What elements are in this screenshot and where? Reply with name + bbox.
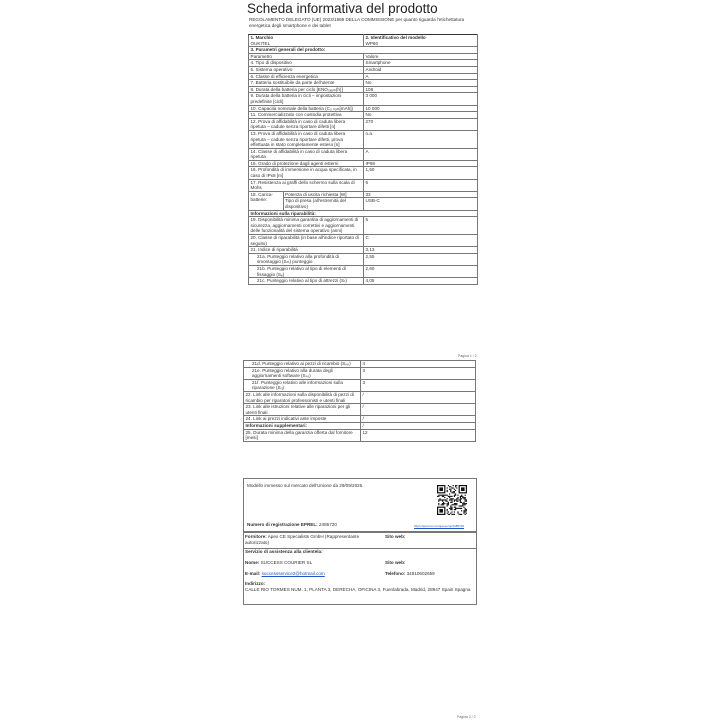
table-row (244, 422, 476, 429)
section-row (249, 47, 478, 54)
name-label: Nome: (245, 560, 260, 565)
param-cell: 23. Link alle istruzioni relative alle riparazioni per gli utenti finali (244, 404, 361, 416)
value-cell: Smartphone (364, 60, 478, 67)
table-row (249, 86, 478, 93)
regulation-text: REGOLAMENTO DELEGATO (UE) 2023/1669 DELLA COMMISSIONE per quanto riguarda l'etichettatura energetica degli smartphone e dei tablet (249, 17, 465, 28)
value-cell: 4,05 (364, 278, 478, 285)
charger-row (249, 191, 478, 210)
table-row (249, 235, 478, 247)
name-value: SUCCESS COURIER SL (260, 560, 313, 565)
document-title: Scheda informativa del prodotto (247, 1, 438, 16)
value-cell: 3 (361, 379, 476, 391)
value-header: Valore (364, 53, 478, 60)
value-cell: 10 000 (364, 105, 478, 112)
table-row (244, 429, 476, 441)
value-cell: / (361, 422, 476, 429)
param-cell: 21b. Punteggio relativo al tipo di elementi di fissaggio (Sₑ) (249, 265, 364, 277)
value-cell: 2,60 (364, 265, 478, 277)
supplier-box (243, 532, 477, 605)
charger-plug-value: USB-C (365, 198, 380, 204)
value-cell: 3,13 (364, 247, 478, 254)
table-row (249, 167, 478, 179)
supplier-value: Apex CE Specialists GmbH (Rappresentante autorizzato) (245, 534, 360, 545)
param-cell: 4. Tipo di dispositivo (249, 60, 364, 67)
value-cell: 3 000 (364, 93, 478, 105)
table-row (249, 247, 478, 254)
param-cell: Informazioni supplementari: (244, 422, 361, 429)
model-value: WP60 (365, 40, 379, 46)
value-cell: No (364, 112, 478, 119)
param-cell: 14. Classe di affidabilità in caso di caduta libera ripetuta (249, 148, 364, 160)
param-cell: 8. Durata della batteria per ciclo [ENO₀ₓₑₘ(h)] (249, 86, 364, 93)
value-cell: 270 (364, 118, 478, 130)
value-cell: A (364, 148, 478, 160)
table-row (244, 361, 476, 368)
value-cell: 3 (361, 367, 476, 379)
table-row (244, 404, 476, 416)
table-row (249, 66, 478, 73)
value-cell: A (364, 73, 478, 80)
param-cell: 13. Prova di affidabilità in caso di caduta libera ripetuta – cadute senza riportare difetti, prova effettuata in stato completamente esteso [n] (249, 130, 364, 148)
value-cell: C (364, 235, 478, 247)
charger-power-value: 33 (364, 192, 477, 199)
param-cell: 19. Disponibilità minima garantita di aggiornamenti di sicurezza, aggiornamenti correttivi e aggiornamenti delle funzionalità del sistema operativo (anni) (249, 217, 364, 235)
table-row (249, 160, 478, 167)
param-cell: 11. Commercializzato con custodia protettiva (249, 112, 364, 119)
param-cell: 15. Grado di protezione dagli agenti esterni (249, 160, 364, 167)
website-label: Sito web: (385, 534, 406, 539)
table-row (249, 105, 478, 112)
table-row (249, 130, 478, 148)
param-cell: 16. Profondità di immersione in acqua specificata, in caso di IPx8 [m] (249, 167, 364, 179)
param-cell: 5. Sistema operativo (249, 66, 364, 73)
repair-header: Informazioni sulla riparabilità: (249, 210, 478, 217)
param-cell: 21f. Punteggio relativo alle informazioni sulla riparazione (Sᵣᵢ) (244, 379, 361, 391)
param-cell: 12. Prova di affidabilità in caso di caduta libera ripetuta – cadute senza riportare difetti [n] (249, 118, 364, 130)
table-row (244, 416, 476, 423)
param-cell: 9. Durata della batteria in cicli – impostazioni predefinite [cicli] (249, 93, 364, 105)
table-row (244, 379, 476, 391)
value-cell: / (361, 391, 476, 403)
param-cell: 20. Classe di riparabilità (in base all'indice riportato di seguito) (249, 235, 364, 247)
table-row (249, 80, 478, 87)
param-cell: 21e. Punteggio relativo alla durata degli aggiornamenti software (Sₛₒ) (244, 367, 361, 379)
param-header: Parametro (249, 53, 364, 60)
table-row (249, 278, 478, 285)
service-label: Servizio di assistenza alla clientela: (245, 549, 323, 554)
table-row (249, 112, 478, 119)
table-row (249, 60, 478, 67)
brand-label: 1. Marchio (250, 35, 274, 40)
table-row (249, 179, 478, 191)
value-cell: n.a. (364, 130, 478, 148)
eprel-value: 2485720 (319, 522, 337, 527)
email-label: E-mail: (245, 571, 261, 576)
repair-table-continued (243, 360, 476, 442)
value-cell: 5 (364, 217, 478, 235)
qr-code-icon (437, 485, 467, 515)
table-row (244, 391, 476, 403)
param-cell: 21. Indice di riparabilità (249, 247, 364, 254)
page-2-footer: Pagina 2 / 2 (457, 715, 476, 719)
table-row (249, 217, 478, 235)
value-cell: Android (364, 66, 478, 73)
table-row (249, 265, 478, 277)
table-row (249, 253, 478, 265)
param-cell: 17. Resistenza ai graffi dello schermo sulla scala di Mohs (249, 179, 364, 191)
value-cell: 6 (364, 179, 478, 191)
value-cell: IP68 (364, 160, 478, 167)
charger-inner (249, 192, 363, 210)
website2-label: Sito web: (385, 560, 406, 565)
address-label: Indirizzo: (245, 581, 266, 586)
product-table (248, 34, 478, 285)
phone-value: 34910602659 (406, 571, 435, 576)
email-link[interactable]: successservice2@hotmail.com (261, 571, 325, 576)
page-1-footer: Pagina 1 / 2 (458, 354, 477, 358)
charger-label: 18. Carica-batterie: (249, 192, 283, 210)
model-label: 2. Identificativo del modello (365, 35, 426, 40)
repair-header-row (249, 210, 478, 217)
value-cell: 12 (361, 429, 476, 441)
table-row (244, 367, 476, 379)
param-cell: 21a. Punteggio relativo alla profondità di smontaggio (Sₘ) punteggio (249, 253, 364, 265)
param-cell: 21d. Punteggio relativo ai pezzi di ricambio (Sₚₚ) (244, 361, 361, 368)
phone-label: Telefono: (385, 571, 406, 576)
value-cell: / (361, 416, 476, 423)
value-cell: 108 (364, 86, 478, 93)
param-cell: 21c. Punteggio relativo al tipo di attrezzi (Sₜ) (249, 278, 364, 285)
param-cell: 6. Classe di efficienza energetica (249, 73, 364, 80)
table-row (249, 148, 478, 160)
table-row (249, 118, 478, 130)
brand-value: OUKITEL (250, 40, 271, 46)
supplier-label: Fornitore: (245, 534, 267, 539)
brand-model-row (249, 35, 478, 47)
value-cell: 4 (361, 361, 476, 368)
value-cell: / (361, 404, 476, 416)
charger-plug-label: Tipo di presa (all'estremità del dispositivo) (285, 198, 346, 210)
value-cell: 2,55 (364, 253, 478, 265)
param-cell: 25. Durata minima della garanzia offerta dal fornitore [mesi] (244, 429, 361, 441)
eprel-link[interactable]: https://eprel.ec.europa.eu/qr/2485720 (414, 524, 465, 528)
column-header-row (249, 53, 478, 60)
address-value: CALLE RIO TORMES NUM. 1, PLANTA 3, DERECHA, OFICINA 3, Fuenlabrada, Madrid, 28947 Spain Spagna (245, 587, 471, 592)
section-3-header: 3. Parametri generali del prodotto: (249, 47, 478, 54)
eprel-label: Numero di registrazione EPREL: (247, 522, 318, 527)
param-cell: 10. Capacità nominale della batteria (C₀ ₙₒₘ[mAh]) (249, 105, 364, 112)
charger-power-label: Potenza di uscita richiesta [W] (283, 192, 363, 198)
table-row (249, 93, 478, 105)
value-cell: No (364, 80, 478, 87)
param-cell: 24. Link ai prezzi indicativi ante imposte (244, 416, 361, 423)
market-text: Modello immesso sul mercato dell'Unione da 29/09/2025. (247, 483, 364, 488)
param-cell: 7. Batteria sostituibile da parte dell'utente (249, 80, 364, 87)
table-row (249, 73, 478, 80)
value-cell: 1,50 (364, 167, 478, 179)
param-cell: 22. Link alle informazioni sulla disponibilità di pezzi di ricambio per riparatori professionisti e utenti finali (244, 391, 361, 403)
